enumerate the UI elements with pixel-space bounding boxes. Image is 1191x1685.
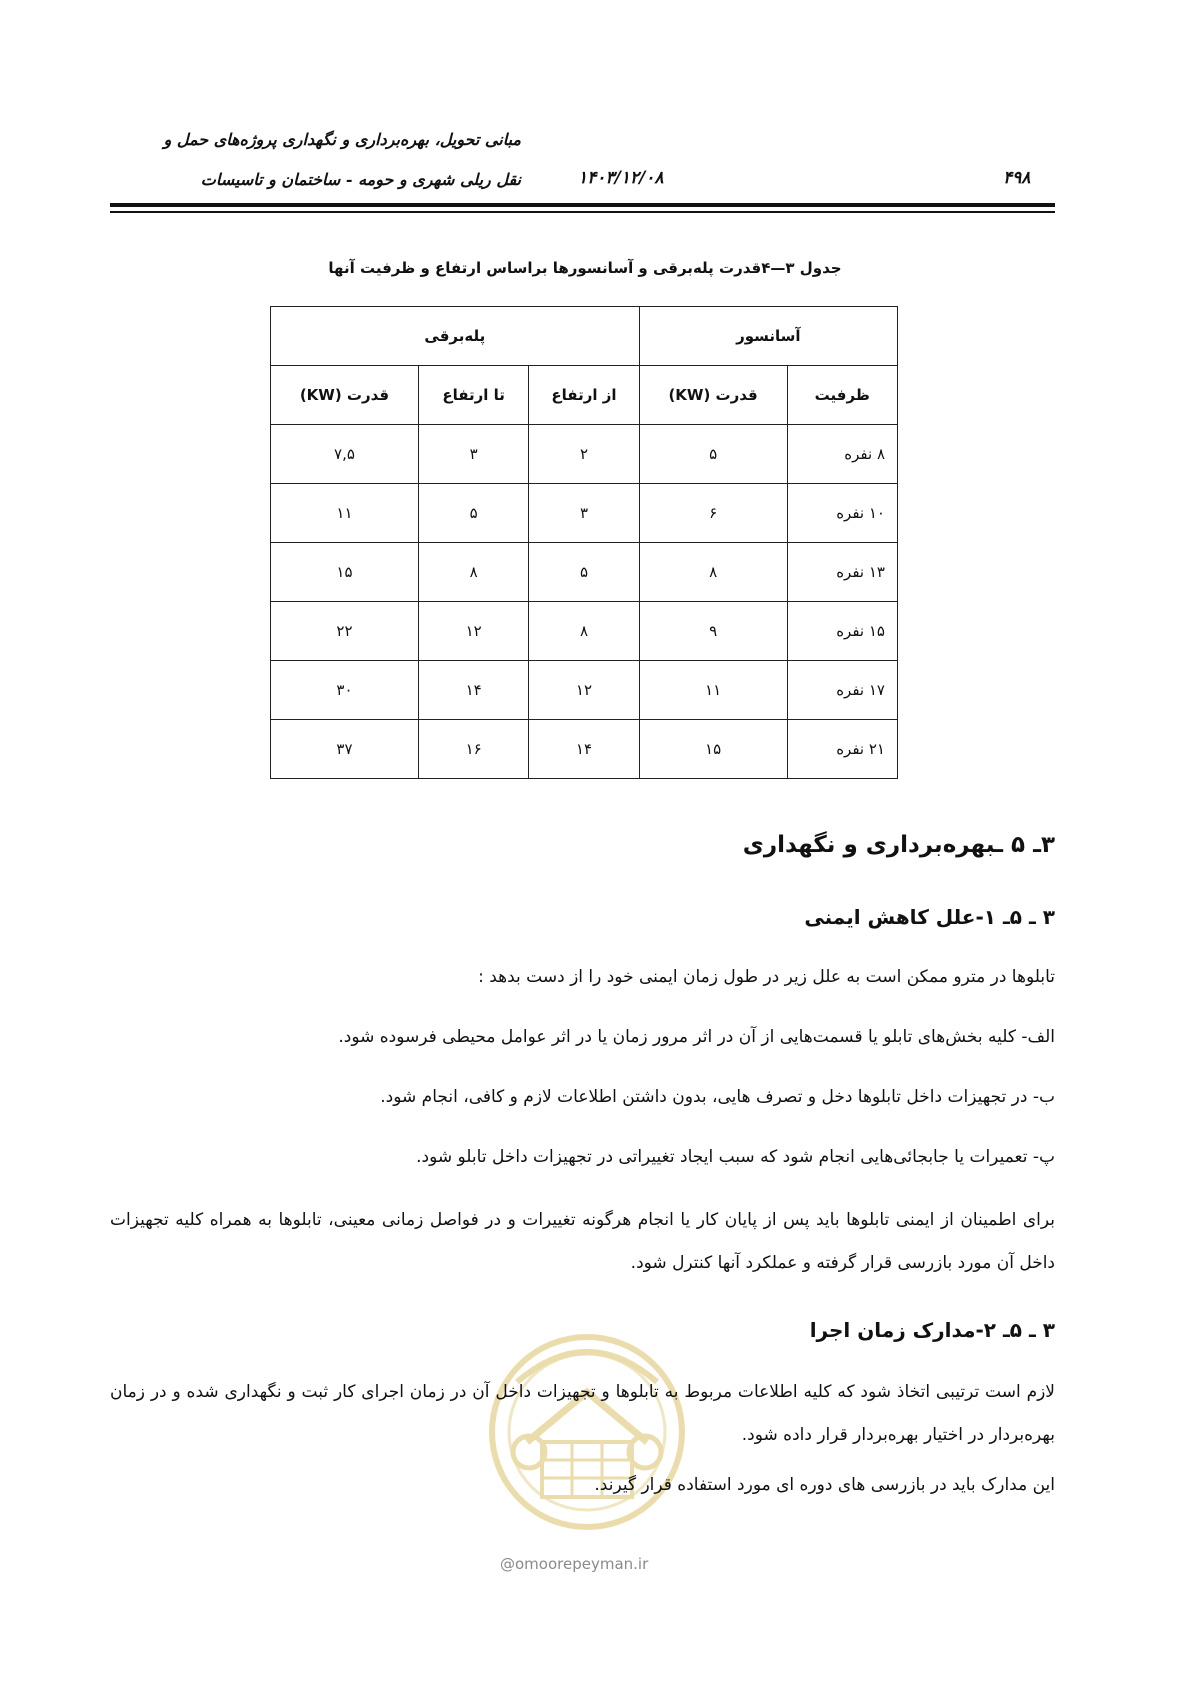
cell-escalator-power: ۳۷ (271, 720, 419, 779)
cell-from-height: ۱۴ (529, 720, 639, 779)
cell-escalator-power: ۱۵ (271, 543, 419, 602)
col-header-escalator-power: قدرت (KW) (271, 366, 419, 425)
cell-elevator-power: ۶ (639, 484, 787, 543)
cell-from-height: ۵ (529, 543, 639, 602)
col-header-to-height: تا ارتفاع (418, 366, 528, 425)
cell-elevator-power: ۱۵ (639, 720, 787, 779)
table-row (271, 661, 898, 720)
cell-capacity: ۱۵ نفره (787, 602, 897, 661)
page-number: ۴۹۸ (1003, 168, 1031, 188)
header-rule-thin (110, 211, 1055, 213)
header-title-line2: نقل ریلی شهری و حومه - ساختمان و تاسیسات (200, 170, 521, 189)
watermark-site: @omoorepeyman.ir (500, 1555, 649, 1573)
cell-capacity: ۱۰ نفره (787, 484, 897, 543)
cell-escalator-power: ۱۱ (271, 484, 419, 543)
col-header-capacity: ظرفیت (787, 366, 897, 425)
cell-to-height: ۱۶ (418, 720, 528, 779)
cell-escalator-power: ۲۲ (271, 602, 419, 661)
cell-to-height: ۱۴ (418, 661, 528, 720)
table-row (271, 543, 898, 602)
col-header-from-height: از ارتفاع (529, 366, 639, 425)
cell-to-height: ۵ (418, 484, 528, 543)
paragraph-records-usage: این مدارک باید در بازرسی های دوره ای مورد استفاده قرار گیرند. (594, 1475, 1055, 1495)
table-caption: جدول ۳—۴قدرت پله‌برقی و آسانسورها براساس ارتفاع و ظرفیت آنها (328, 259, 842, 277)
cell-to-height: ۸ (418, 543, 528, 602)
section-heading: ۳ـ ۵ ـبهره‌برداری و نگهداری (742, 832, 1055, 858)
header-date: ۱۴۰۳/۱۲/۰۸ (578, 168, 664, 188)
cell-capacity: ۱۷ نفره (787, 661, 897, 720)
header-rule-thick (110, 203, 1055, 207)
subsection-heading-1: ۳ ـ ۵ـ ۱-علل کاهش ایمنی (804, 905, 1055, 929)
power-table (270, 306, 898, 779)
header-title-line1: مبانی تحویل، بهره‌برداری و نگهداری پروژه‌های حمل و (163, 130, 521, 149)
cell-elevator-power: ۵ (639, 425, 787, 484)
subsection-heading-2: ۳ ـ ۵ـ ۲-مدارک زمان اجرا (809, 1318, 1055, 1342)
table-row (271, 484, 898, 543)
cell-from-height: ۲ (529, 425, 639, 484)
cell-to-height: ۱۲ (418, 602, 528, 661)
paragraph-intro: تابلوها در مترو ممکن است به علل زیر در طول زمان ایمنی خود را از دست بدهد : (478, 967, 1055, 987)
cell-to-height: ۳ (418, 425, 528, 484)
cell-from-height: ۸ (529, 602, 639, 661)
cell-capacity: ۸ نفره (787, 425, 897, 484)
list-item-pe: پ- تعمیرات یا جابجائی‌هایی انجام شود که سبب ایجاد تغییراتی در تجهیزات داخل تابلو شود. (416, 1147, 1055, 1167)
cell-capacity: ۲۱ نفره (787, 720, 897, 779)
cell-elevator-power: ۸ (639, 543, 787, 602)
group-header-escalator: پله‌برقی (271, 307, 640, 366)
cell-from-height: ۱۲ (529, 661, 639, 720)
cell-elevator-power: ۱۱ (639, 661, 787, 720)
col-header-elevator-power: قدرت (KW) (639, 366, 787, 425)
paragraph-records: لازم است ترتیبی اتخاذ شود که کلیه اطلاعات مربوط به تابلوها و تجهیزات داخل آن در زمان اجرای کار ثبت و نگهداری شده و در زمان بهره‌بردار در اختیار بهره‌بردار قرار داده شود. (110, 1382, 1055, 1445)
cell-elevator-power: ۹ (639, 602, 787, 661)
table-row (271, 602, 898, 661)
paragraph-inspection: برای اطمینان از ایمنی تابلوها باید پس از پایان کار یا انجام هرگونه تغییرات و در فواصل زمانی معینی، تابلوها به همراه کلیه تجهیزات داخل آن مورد بازرسی قرار گرفته و عملکرد آنها کنترل شود. (110, 1210, 1055, 1273)
cell-capacity: ۱۳ نفره (787, 543, 897, 602)
list-item-be: ب- در تجهیزات داخل تابلوها دخل و تصرف هایی، بدون داشتن اطلاعات لازم و کافی، انجام شود. (380, 1087, 1055, 1107)
group-header-elevator: آسانسور (639, 307, 897, 366)
list-item-alef: الف- کلیه بخش‌های تابلو یا قسمت‌هایی از آن در اثر مرور زمان یا در اثر عوامل محیطی فرسوده شود. (338, 1027, 1055, 1047)
cell-from-height: ۳ (529, 484, 639, 543)
table-row (271, 425, 898, 484)
table-row (271, 720, 898, 779)
cell-escalator-power: ۳۰ (271, 661, 419, 720)
cell-escalator-power: ۷,۵ (271, 425, 419, 484)
